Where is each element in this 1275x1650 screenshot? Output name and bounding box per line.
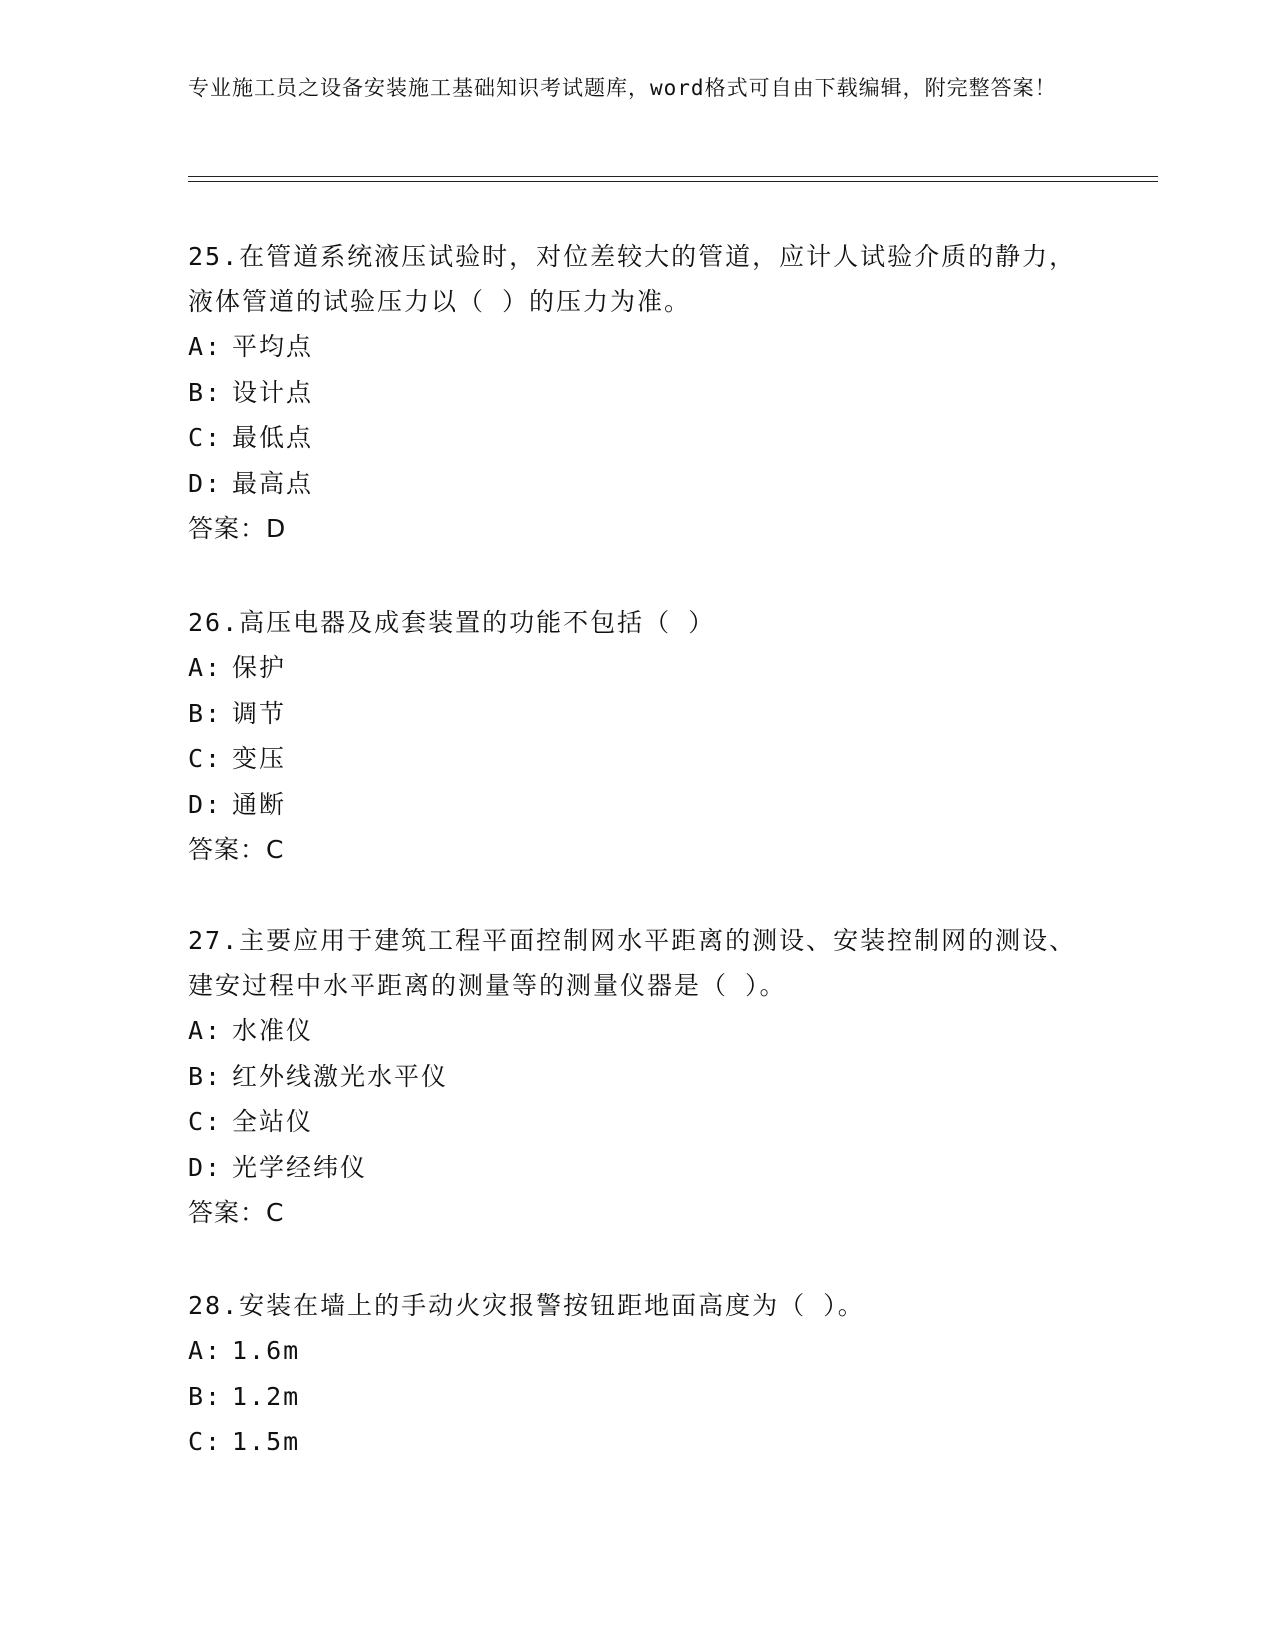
option-c xyxy=(188,736,1088,782)
option-a xyxy=(188,1008,1088,1054)
option-label: C: xyxy=(188,1427,223,1456)
option-label: A: xyxy=(188,653,223,682)
option-b xyxy=(188,1054,1088,1100)
option-d xyxy=(188,1145,1088,1191)
option-text: 水准仪 xyxy=(232,1016,314,1045)
option-c xyxy=(188,415,1088,461)
option-text: 全站仪 xyxy=(232,1107,314,1136)
option-c xyxy=(188,1099,1088,1145)
option-text: 保护 xyxy=(232,653,287,682)
question-stem: 26.高压电器及成套装置的功能不包括（ ） xyxy=(188,608,716,637)
option-label: D: xyxy=(188,468,223,498)
header-divider-top xyxy=(188,176,1158,177)
option-label: D: xyxy=(188,1152,223,1182)
option-text: 1.2m xyxy=(232,1381,301,1411)
question-27 xyxy=(188,918,1088,1236)
option-d xyxy=(188,782,1088,828)
option-label: D: xyxy=(188,789,223,819)
option-label: A: xyxy=(188,1336,223,1365)
option-text: 最低点 xyxy=(232,423,314,452)
option-label: C: xyxy=(188,1107,223,1136)
option-b xyxy=(188,691,1088,737)
option-text: 通断 xyxy=(232,789,287,819)
option-b xyxy=(188,1374,1088,1420)
option-label: B: xyxy=(188,377,223,407)
question-stem: 25.在管道系统液压试验时，对位差较大的管道，应计人试验介质的静力，液体管道的试验压力以（ ）的压力为准。 xyxy=(188,242,1077,316)
question-stem: 28.安装在墙上的手动火灾报警按钮距地面高度为（ ）。 xyxy=(188,1291,865,1320)
option-text: 红外线激光水平仪 xyxy=(232,1061,449,1091)
option-label: B: xyxy=(188,1381,223,1411)
question-28 xyxy=(188,1283,1088,1465)
option-label: C: xyxy=(188,423,223,452)
option-text: 最高点 xyxy=(232,468,314,498)
option-text: 光学经纬仪 xyxy=(232,1152,368,1182)
option-text: 设计点 xyxy=(232,377,314,407)
option-text: 调节 xyxy=(232,698,287,728)
question-25 xyxy=(188,234,1088,552)
question-stem: 27.主要应用于建筑工程平面控制网水平距离的测设、安装控制网的测设、建安过程中水平距离的测量等的测量仪器是（ ）。 xyxy=(188,926,1077,1000)
option-a xyxy=(188,1328,1088,1374)
option-label: A: xyxy=(188,1016,223,1045)
answer-line: 答案：C xyxy=(188,835,285,864)
option-text: 平均点 xyxy=(232,332,314,361)
header-divider-bottom xyxy=(188,181,1158,182)
option-text: 变压 xyxy=(232,744,287,773)
option-c xyxy=(188,1419,1088,1465)
option-text: 1.5m xyxy=(232,1427,301,1456)
answer-line: 答案：C xyxy=(188,1198,285,1227)
option-d xyxy=(188,461,1088,507)
option-label: B: xyxy=(188,698,223,728)
document-header: 专业施工员之设备安装施工基础知识考试题库，word格式可自由下载编辑，附完整答案！ xyxy=(188,76,1057,100)
option-label: C: xyxy=(188,744,223,773)
option-label: A: xyxy=(188,332,223,361)
question-26 xyxy=(188,600,1088,873)
option-text: 1.6m xyxy=(232,1336,301,1365)
option-label: B: xyxy=(188,1061,223,1091)
option-a xyxy=(188,324,1088,370)
option-b xyxy=(188,370,1088,416)
answer-line: 答案：D xyxy=(188,514,287,543)
option-a xyxy=(188,645,1088,691)
